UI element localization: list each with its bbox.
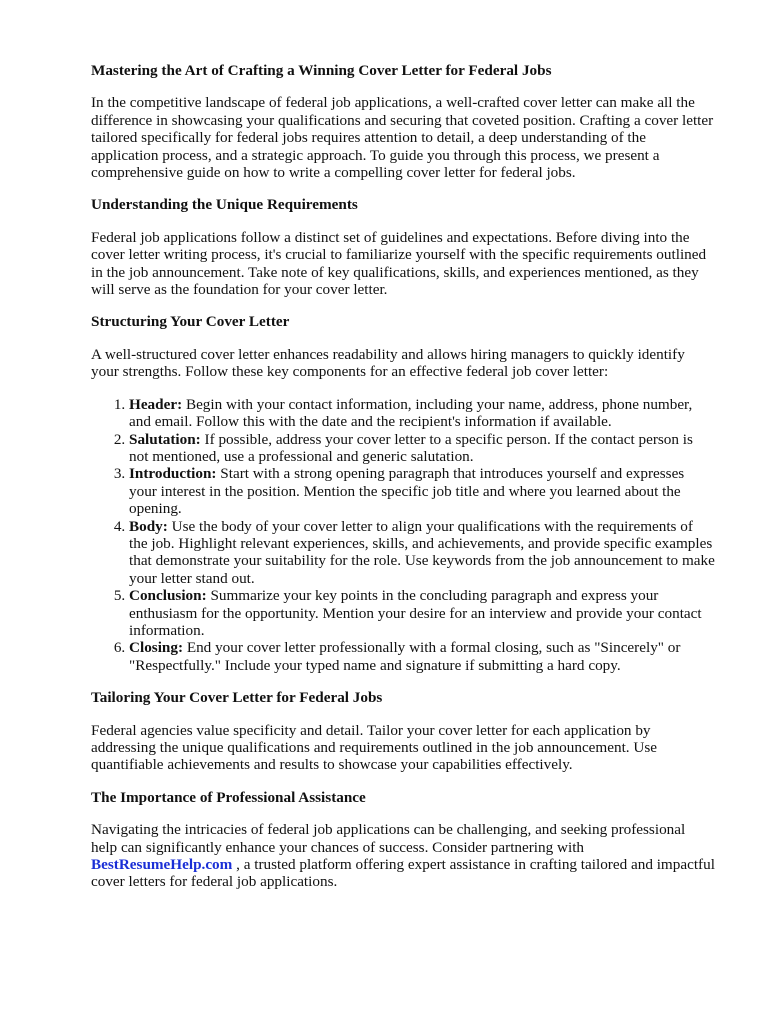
tailoring-heading: Tailoring Your Cover Letter for Federal Jobs [91,689,383,707]
assistance-paragraph [91,821,715,891]
list-item-text: Start with a strong opening paragraph that introduces yourself and expresses your interest in the position. Mention the specific job title and where you learned about the opening. [129,465,685,518]
structure-heading: Structuring Your Cover Letter [91,313,290,331]
assistance-text-before: Navigating the intricacies of federal job applications can be challenging, and seeking professional help can significantly enhance your chances of success. Consider partnering with [91,821,686,856]
list-item-text: Use the body of your cover letter to align your qualifications with the requirements of the job. Highlight relevant experiences, skills, and achievements, and provide specific examples that demonstrate your suitability for the role. Use keywords from the job announcement to make your letter stand out. [129,517,715,587]
list-item-conclusion [129,587,715,639]
list-item-text: If possible, address your cover letter to a specific person. If the contact person is not mentioned, use a professional and generic salutation. [129,430,693,465]
list-item-text: Begin with your contact information, including your name, address, phone number, and email. Follow this with the date and the recipient's information if available. [129,395,693,431]
list-item-text: Summarize your key points in the concluding paragraph and express your enthusiasm for the opportunity. Mention your desire for an interview and provide your contact information. [129,587,702,639]
list-item-salutation [129,431,715,466]
requirements-paragraph: Federal job applications follow a distinct set of guidelines and expectations. Before diving into the cover letter writing process, it's crucial to familiarize yourself with the specific requirements outlined in the job announcement. Take note of key qualifications, skills, and experiences mentioned, as they will serve as the foundation for your cover letter. [91,228,707,299]
list-item-term: Closing: [129,639,184,657]
list-item-text: End your cover letter professionally with a formal closing, such as "Sincerely" or "Respectfully." Include your typed name and signature if submitting a hard copy. [129,639,681,674]
list-item-closing [129,639,715,674]
list-item-introduction [129,465,715,517]
list-item-term: Salutation: [129,430,201,448]
intro-paragraph: In the competitive landscape of federal job applications, a well-crafted cover letter can make all the difference in showcasing your qualifications and securing that coveted position. Crafting a cover letter tailored specifically for federal jobs requires attention to detail, a deep understanding of the application process, and a strategic approach. To guide you through this process, we present a comprehensive guide on how to write a compelling cover letter for federal jobs. [91,94,714,182]
tailoring-paragraph: Federal agencies value specificity and detail. Tailor your cover letter for each application by addressing the unique qualifications and requirements outlined in the job announcement. Use quantifiable achievements and results to showcase your capabilities effectively. [91,721,658,774]
bestresumehelp-link[interactable]: BestResumeHelp.com [91,856,233,874]
assistance-heading: The Importance of Professional Assistance [91,788,366,806]
list-item-body [129,518,715,588]
assistance-text-after: , a trusted platform offering expert assistance in crafting tailored and impactful cover letters for federal job applications. [91,856,715,891]
list-item-term: Conclusion: [129,587,207,605]
requirements-heading: Understanding the Unique Requirements [91,196,358,214]
document-page [91,62,715,906]
structure-paragraph: A well-structured cover letter enhances readability and allows hiring managers to quickly identify your strengths. Follow these key components for an effective federal job cover letter: [91,345,685,381]
document-title: Mastering the Art of Crafting a Winning Cover Letter for Federal Jobs [91,62,552,79]
structure-list [91,396,715,675]
list-item-term: Body: [129,517,168,535]
list-item-header [129,396,715,431]
list-item-term: Header: [129,395,183,413]
list-item-term: Introduction: [129,465,217,483]
